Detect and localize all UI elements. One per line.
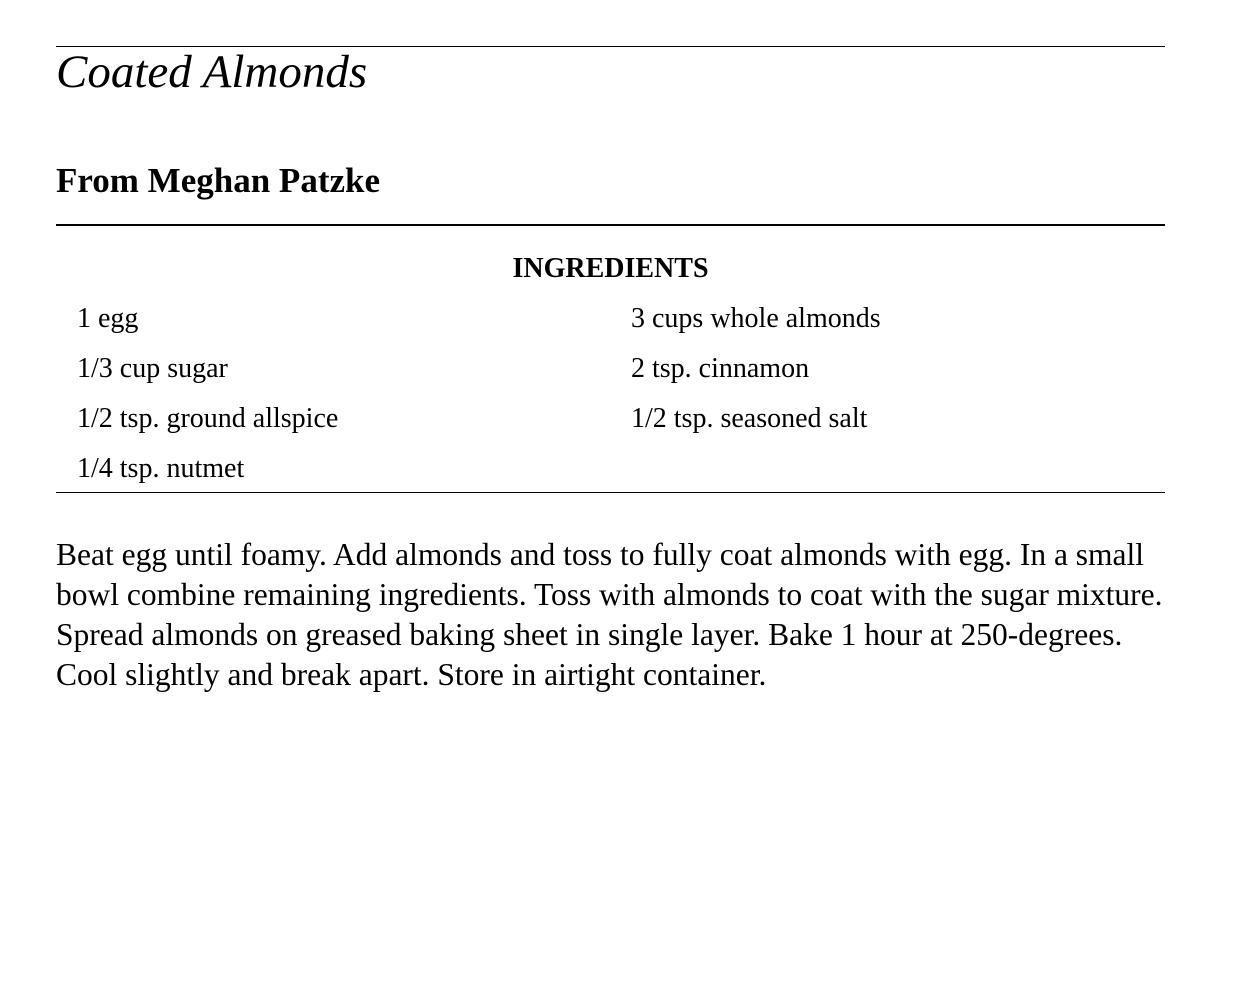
recipe-author: From Meghan Patzke [56, 161, 381, 200]
ingredient-item: 1/4 tsp. nutmet [77, 453, 245, 484]
ingredient-item: 3 cups whole almonds [631, 303, 881, 334]
recipe-title: Coated Almonds [56, 46, 368, 98]
ingredient-item: 1/2 tsp. ground allspice [77, 403, 339, 434]
ingredient-item: 1 egg [77, 303, 139, 334]
ingredients-heading: INGREDIENTS [512, 253, 709, 284]
ingredient-item: 1/2 tsp. seasoned salt [631, 403, 868, 434]
ingredients-section [56, 224, 1165, 493]
ingredient-item: 1/3 cup sugar [77, 353, 228, 384]
directions-text: Beat egg until foamy. Add almonds and toss to fully coat almonds with egg. In a small bowl combine remaining ingredients. Toss with almonds to coat with the sugar mixture. Spread almonds on greased baking sheet in single layer. Bake 1 hour at 250-degrees. Cool slightly and break apart. Store in airtight container. [56, 537, 1163, 692]
ingredient-item: 2 tsp. cinnamon [631, 353, 810, 384]
